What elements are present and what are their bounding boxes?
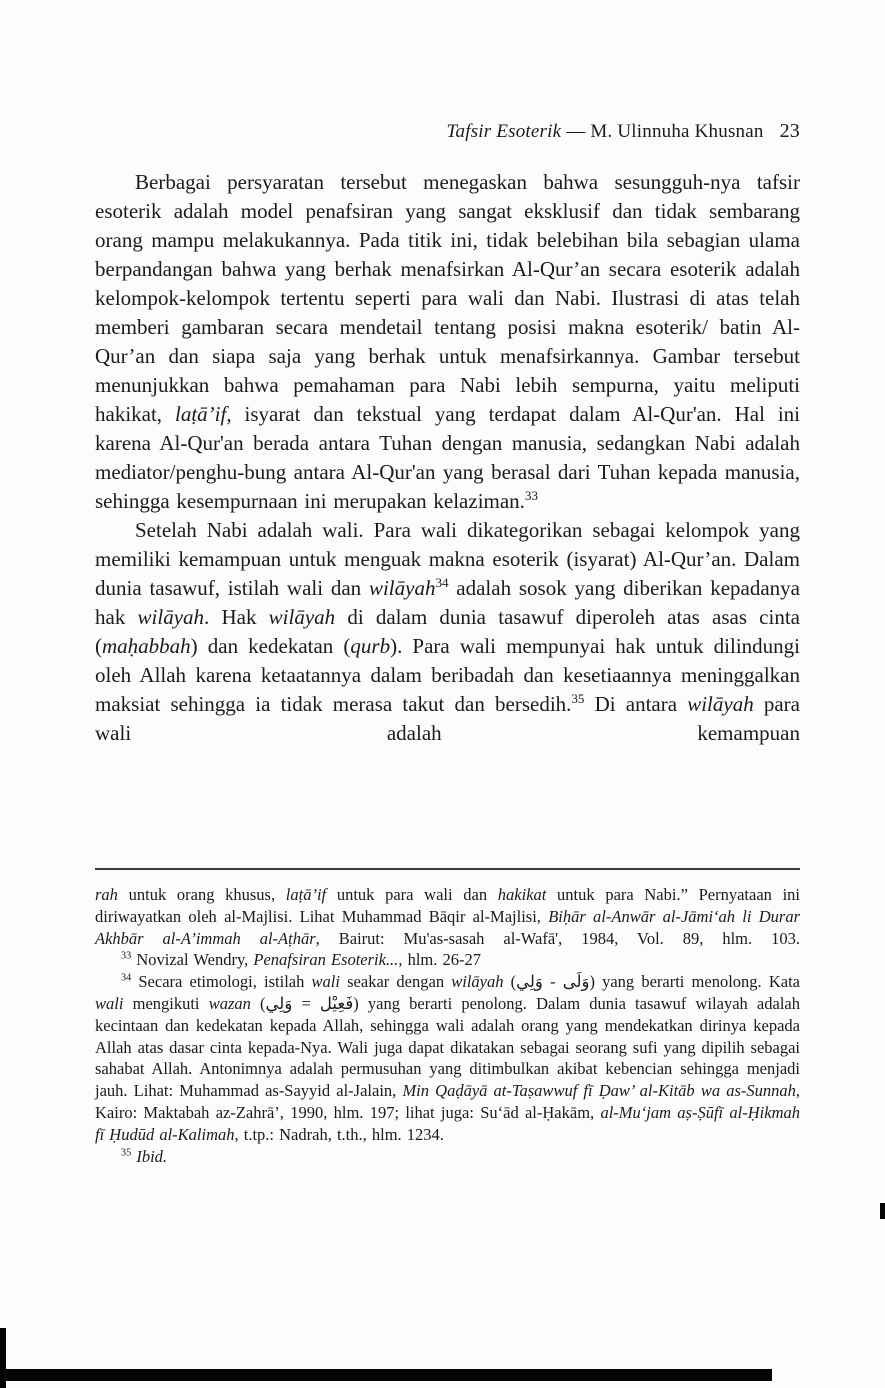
text-run: seakar dengan: [339, 972, 452, 992]
italic-text-run: maḥabbah: [102, 634, 191, 658]
text-run: Novizal Wendry,: [131, 950, 254, 970]
italic-text-run: wilāyah: [268, 605, 336, 629]
footnotes-block: [95, 884, 800, 1167]
italic-text-run: laṭā’if: [285, 885, 327, 904]
text-run: adalah sosok yang diberikan kepadanya hak: [95, 576, 800, 629]
text-run: ) dan kedekatan (: [190, 634, 351, 658]
text-run: para wali adalah kemampuan: [95, 692, 800, 745]
italic-text-run: rah: [95, 885, 118, 904]
footnote-marker: 34: [121, 972, 132, 984]
text-run: , t.tp.: Nadrah, t.th., hlm. 1234.: [234, 1124, 444, 1144]
page-number: 23: [779, 120, 800, 142]
italic-text-run: laṭā’if,: [174, 402, 232, 426]
footnote-continuation: [95, 884, 800, 949]
footnote-marker: 34: [435, 575, 449, 590]
footnote-marker: 35: [571, 691, 585, 706]
italic-text-run: hakikat: [497, 885, 547, 904]
italic-text-run: wilāyah: [368, 576, 436, 600]
text-run: Secara etimologi, istilah: [131, 972, 312, 992]
italic-text-run: wilāyah: [687, 692, 754, 716]
scan-artifact-bottom-bar: [0, 1369, 772, 1381]
italic-text-run: al-Mu‘jam aṣ-Ṣūfī al-Ḥikmah fī Ḥudūd al-Kalimah: [95, 1102, 800, 1144]
text-run: di dalam dunia tasawuf diperoleh atas asas cinta (: [95, 605, 800, 658]
running-title: Tafsir Esoterik: [446, 121, 562, 142]
text-run: untuk para wali dan: [326, 885, 498, 904]
body-text: [95, 168, 800, 748]
text-run: untuk orang khusus,: [117, 885, 286, 904]
italic-text-run: qurb: [350, 634, 391, 658]
text-run: Berbagai persyaratan tersebut menegaskan bahwa sesungguh-nya tafsir esoterik adalah model penafsiran yang sangat eksklusif dan tidak sembarang orang mampu melakukannya. Pada titik ini, tidak belebihan bila sebagian ulama berpandangan bahwa yang berhak menafsirkan Al-Qur’an secara esoterik adalah kelompok-kelompok tertentu seperti para wali dan Nabi. Ilustrasi di atas telah memberi gambaran secara mendetail tentang posisi makna esoterik/ batin Al-Qur’an dan siapa saja yang berhak untuk menafsirkannya. Gambar tersebut menunjukkan bahwa pemahaman para Nabi lebih sempurna, yaitu meliputi hakikat,: [95, 170, 800, 426]
text-run: mengikuti: [123, 993, 209, 1013]
italic-text-run: wilāyah: [451, 972, 504, 992]
italic-text-run: wazan: [208, 993, 251, 1013]
footnote-marker: 33: [121, 950, 132, 962]
italic-text-run: Penafsiran Esoterik...: [253, 950, 399, 970]
text-run: , Kairo: Maktabah az-Zahrā’, 1990, hlm. 197; lihat juga: Su‘ād al-Ḥakām,: [95, 1081, 800, 1122]
italic-text-run: Biḥār al-Anwār al-Jāmi‘ah li Durar Akhbār al-A’immah al-Aṭhār: [95, 906, 800, 948]
footnote-marker: 35: [121, 1147, 132, 1159]
italic-text-run: wilāyah: [137, 605, 205, 629]
text-run: (فَعِيْل = وَلِي) yang berarti penolong. Dalam dunia tasawuf wilayah adalah kecintaan dan kedekatan kepada Allah, sehingga wali adalah orang yang mendekatkan dirinya kepada Allah atas dasar cinta kepada-Nya. Wali juga dapat dikatakan sebagai seorang sufi yang dipilih sebagai sahabat Allah. Antonimnya adalah permusuhan yang ditimbulkan akibat kebencian sehingga menjadi jauh. Lihat: Muhammad as-Sayyid al-Jalain,: [95, 993, 800, 1101]
text-run: Di antara: [584, 692, 688, 716]
footnote-separator-rule: [95, 868, 800, 870]
body-paragraph-1: [95, 168, 800, 516]
body-paragraph-2: [95, 516, 800, 748]
text-run: Setelah Nabi adalah wali. Para wali dikategorikan sebagai kelompok yang memiliki kemampuan untuk menguak makna esoterik (isyarat) Al-Qur’an. Dalam dunia tasawuf, istilah wali dan: [95, 518, 800, 600]
footnote-35: [95, 1146, 800, 1168]
text-run: . Hak: [204, 605, 269, 629]
italic-text-run: Ibid.: [136, 1146, 168, 1166]
italic-text-run: wali: [311, 972, 340, 992]
text-run: , Bairut: Mu'as-sasah al-Wafā', 1984, Vol. 89, hlm. 103.: [315, 928, 800, 948]
footnote-marker: 33: [524, 488, 538, 503]
running-author: M. Ulinnuha Khusnan: [590, 121, 764, 142]
scan-artifact-right-speck: [880, 1203, 885, 1219]
header-separator: —: [561, 121, 591, 142]
footnote-33: [95, 949, 800, 971]
text-run: isyarat dan tekstual yang terdapat dalam Al-Qur'an. Hal ini karena Al-Qur'an berada antara Tuhan dengan manusia, sedangkan Nabi adalah mediator/penghu-bung antara Al-Qur'an yang berasal dari Tuhan kepada manusia, sehingga kesempurnaan ini merupakan kelaziman.: [95, 402, 800, 513]
text-run: (وَلَى - وَلِي) yang berarti menolong. Kata: [503, 972, 800, 992]
italic-text-run: Min Qaḍāyā at-Taṣawwuf fī Ḍaw’ al-Kitāb wa as-Sunnah: [402, 1081, 796, 1101]
italic-text-run: wali: [95, 993, 124, 1013]
running-header: [95, 120, 800, 143]
footnote-34: [95, 971, 800, 1145]
text-run: ). Para wali mempunyai hak untuk dilindungi oleh Allah karena ketaatannya dalam beribadah dan kesetiaannya meninggalkan maksiat sehingga ia tidak merasa takut dan bersedih.: [95, 634, 800, 716]
text-run: untuk para Nabi.” Pernyataan ini diriwayatkan oleh al-Majlisi. Lihat Muhammad Bāqir al-Majlisi,: [95, 885, 801, 926]
text-run: , hlm. 26-27: [398, 950, 481, 970]
